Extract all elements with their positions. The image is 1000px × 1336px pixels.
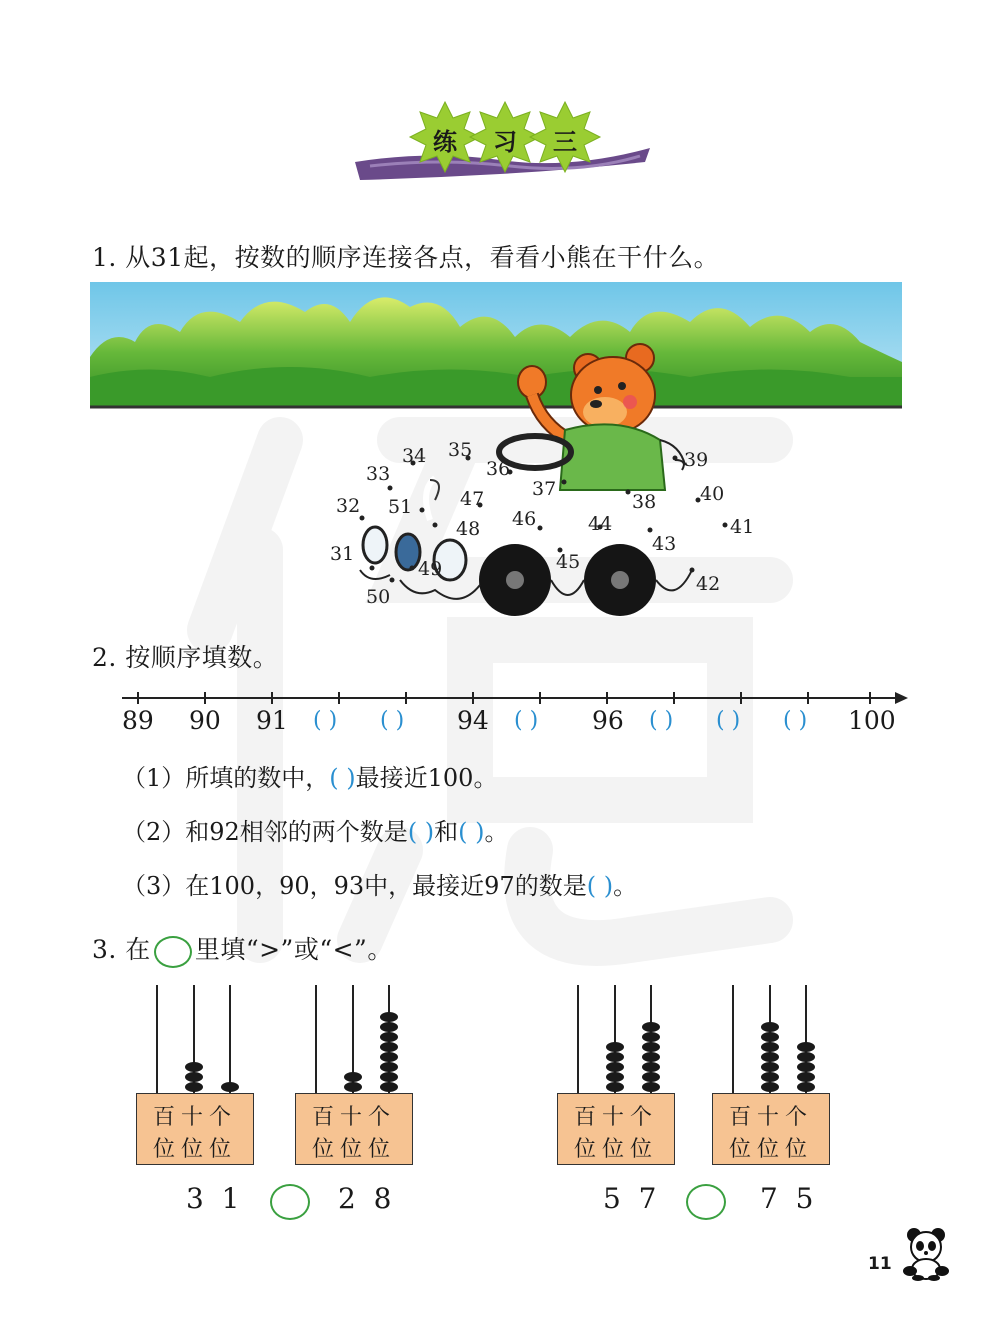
sub-2-suffix: 。 <box>484 818 509 846</box>
dot-label-49: 49 <box>418 558 443 580</box>
abacus-beads <box>557 985 677 1095</box>
dot-label-40: 40 <box>700 483 725 505</box>
question-3-suffix: 里填“>”或“<”。 <box>194 935 393 964</box>
number-line-label-96: 96 <box>592 706 624 735</box>
dot-label-32: 32 <box>336 495 361 517</box>
number-line-label-100: 100 <box>848 706 896 735</box>
dot-label-48: 48 <box>456 518 481 540</box>
number-line-label-89: 89 <box>122 706 154 735</box>
place-labels-top: 百十个 <box>728 1105 813 1130</box>
abacus-3 <box>557 985 677 1165</box>
place-value-box <box>136 1093 254 1165</box>
pair-1-right-number: 2 8 <box>338 1182 392 1215</box>
dot-label-37: 37 <box>532 478 557 500</box>
question-2-text: 2. 按顺序填数。 <box>92 643 279 672</box>
abacus-beads <box>712 985 832 1095</box>
place-value-box <box>557 1093 675 1165</box>
sub-3-blank[interactable]: ( ) <box>586 872 614 900</box>
sub-2-and: 和 <box>434 818 459 846</box>
dot-label-44: 44 <box>588 513 613 535</box>
abacus-beads <box>295 985 415 1095</box>
place-value-box <box>712 1093 830 1165</box>
dot-label-41: 41 <box>730 516 755 538</box>
exercise-title <box>350 100 660 190</box>
place-labels-top: 百十个 <box>311 1105 396 1130</box>
abacus-beads <box>136 985 256 1095</box>
compare-circle-1[interactable] <box>270 1184 310 1220</box>
question-2-sub-1 <box>122 758 497 793</box>
place-labels-bottom: 位位位 <box>728 1137 813 1162</box>
abacus-2 <box>295 985 415 1165</box>
number-line-blank-95[interactable]: ( ) <box>514 708 539 733</box>
abacus-4 <box>712 985 832 1165</box>
place-labels-bottom: 位位位 <box>152 1137 237 1162</box>
compare-circle-2[interactable] <box>686 1184 726 1220</box>
number-line-blank-99[interactable]: ( ) <box>783 708 808 733</box>
dot-label-36: 36 <box>486 458 511 480</box>
dot-label-51: 51 <box>388 496 413 518</box>
dot-label-33: 33 <box>366 463 391 485</box>
number-line-label-90: 90 <box>189 706 221 735</box>
place-labels-top: 百十个 <box>152 1105 237 1130</box>
dot-label-50: 50 <box>366 586 391 608</box>
sub-1-suffix: 最接近100。 <box>355 764 498 792</box>
question-3-prefix: 3. 在 <box>92 935 151 964</box>
dot-label-46: 46 <box>512 508 537 530</box>
question-2-sub-3 <box>122 866 637 901</box>
number-line-label-91: 91 <box>256 706 288 735</box>
pair-2-right-number: 7 5 <box>760 1182 814 1215</box>
number-line-blank-97[interactable]: ( ) <box>649 708 674 733</box>
dot-label-38: 38 <box>632 491 657 513</box>
question-2-sub-2 <box>122 812 509 847</box>
sub-2-blank-1[interactable]: ( ) <box>407 818 435 846</box>
title-char-3: 三 <box>553 128 577 156</box>
sub-1-blank[interactable]: ( ) <box>329 764 356 792</box>
dot-label-31: 31 <box>330 543 355 565</box>
sub-3-prefix: （3）在100，90，93中，最接近97的数是 <box>122 872 587 900</box>
question-1-text: 1. 从31起，按数的顺序连接各点，看看小熊在干什么。 <box>92 243 720 272</box>
compare-circle-icon <box>154 936 192 968</box>
pair-1-left-number: 3 1 <box>186 1182 240 1215</box>
sub-1-prefix: （1）所填的数中， <box>122 764 330 792</box>
dot-label-43: 43 <box>652 533 677 555</box>
place-value-box <box>295 1093 413 1165</box>
title-char-1: 练 <box>433 128 457 156</box>
dot-label-42: 42 <box>696 573 721 595</box>
abacus-1 <box>136 985 256 1165</box>
question-3-text <box>92 930 393 968</box>
sub-3-suffix: 。 <box>613 872 638 900</box>
place-labels-bottom: 位位位 <box>311 1137 396 1162</box>
sub-2-prefix: （2）和92相邻的两个数是 <box>122 818 408 846</box>
dot-label-34: 34 <box>402 445 427 467</box>
sub-2-blank-2[interactable]: ( ) <box>458 818 485 846</box>
dot-label-45: 45 <box>556 551 581 573</box>
place-labels-bottom: 位位位 <box>573 1137 658 1162</box>
dot-label-47: 47 <box>460 488 485 510</box>
number-line-blank-93[interactable]: ( ) <box>380 708 405 733</box>
dot-label-39: 39 <box>684 449 709 471</box>
panda-icon <box>900 1225 952 1281</box>
bear-car-illustration <box>320 330 760 630</box>
place-labels-top: 百十个 <box>573 1105 658 1130</box>
number-line-blank-98[interactable]: ( ) <box>716 708 741 733</box>
pair-2-left-number: 5 7 <box>603 1182 657 1215</box>
page-number: 11 <box>868 1254 892 1274</box>
dot-label-35: 35 <box>448 439 473 461</box>
number-line-blank-92[interactable]: ( ) <box>313 708 338 733</box>
number-line-label-94: 94 <box>457 706 489 735</box>
title-char-2: 习 <box>493 128 517 156</box>
